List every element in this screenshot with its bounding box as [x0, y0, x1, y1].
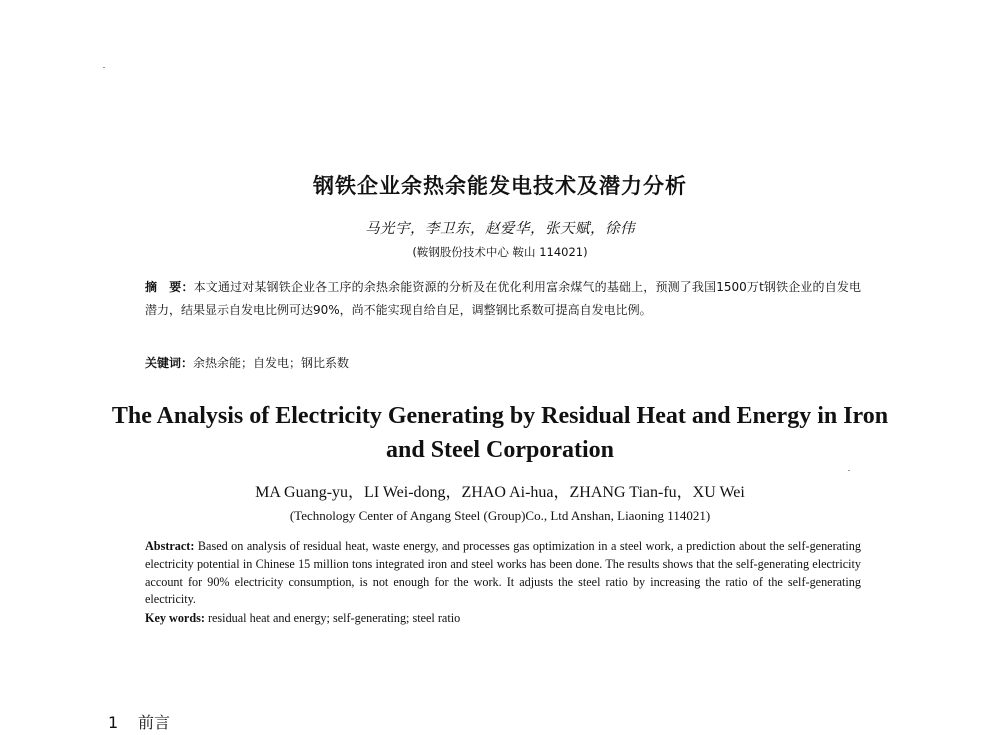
chinese-keywords	[145, 353, 861, 373]
chinese-affiliation: (鞍钢股份技术中心 鞍山 114021)	[412, 245, 588, 259]
scan-speck	[103, 67, 105, 68]
english-keywords-text: residual heat and energy; self-generating; steel ratio	[207, 611, 461, 625]
english-title: The Analysis of Electricity Generating by Residual Heat and Energy in Iron and Steel Corporation	[111, 403, 889, 463]
section-number: 1	[108, 713, 119, 732]
english-abstract-label: Abstract:	[145, 539, 195, 553]
chinese-abstract-label: 摘 要：	[145, 280, 194, 294]
english-keywords	[145, 610, 861, 627]
chinese-authors: 马光宇，李卫东，赵爱华，张天赋，徐伟	[365, 221, 635, 237]
chinese-keywords-text: 余热余能；自发电；钢比系数	[193, 356, 350, 370]
english-abstract	[145, 538, 861, 609]
english-abstract-text: Based on analysis of residual heat, waste energy, and processes gas optimization in a steel work, a prediction about the self-generating electricity potential in Chinese 15 million tons integrated iron and steel works has been done. The results shows that the self-generating electricity account for 90% electricity consumption, is not enough for the work. It adjusts the steel ratio by increasing the ratio of the self-generating electricity.	[145, 539, 861, 607]
english-keywords-label: Key words:	[145, 611, 205, 625]
scan-speck	[848, 470, 850, 471]
section-title: 前言	[138, 713, 171, 732]
chinese-abstract-text: 本文通过对某钢铁企业各工序的余热余能资源的分析及在优化利用富余煤气的基础上，预测了我国1500万t钢铁企业的自发电潜力，结果显示自发电比例可达90%，尚不能实现自给自足，调整钢比系数可提高自发电比例。	[145, 280, 861, 317]
chinese-keywords-label: 关键词：	[145, 356, 194, 370]
english-authors: MA Guang-yu，LI Wei-dong，ZHAO Ai-hua，ZHANG Tian-fu，XU Wei	[255, 484, 745, 501]
english-affiliation: (Technology Center of Angang Steel (Group)Co., Ltd Anshan, Liaoning 114021)	[289, 508, 711, 523]
section-heading	[108, 710, 170, 733]
chinese-abstract	[145, 276, 861, 322]
chinese-title: 钢铁企业余热余能发电技术及潜力分析	[313, 174, 687, 198]
